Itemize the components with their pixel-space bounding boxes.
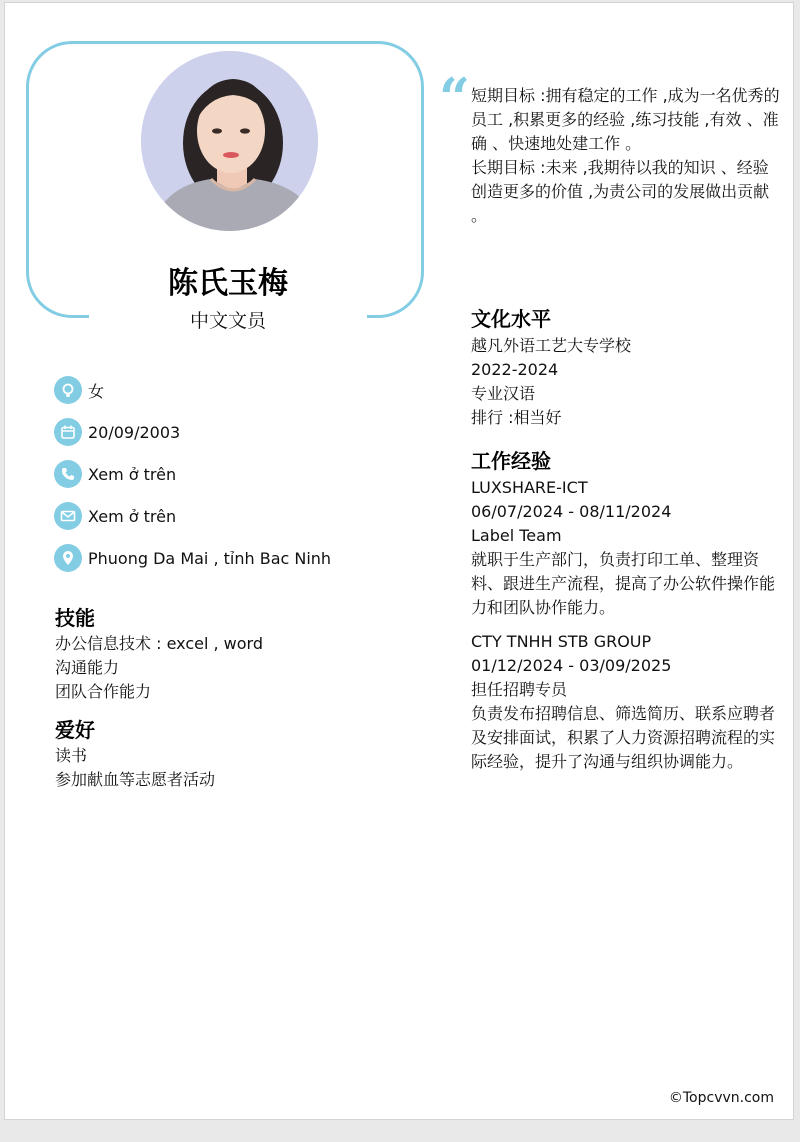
- contact-email: [54, 501, 176, 531]
- hobbies-heading: 爱好: [55, 718, 95, 742]
- skill-item: 沟通能力: [55, 658, 120, 677]
- candidate-role: 中文文员: [189, 310, 266, 332]
- contact-gender: [54, 375, 104, 405]
- job-period: 06/07/2024 - 08/11/2024: [471, 502, 672, 521]
- avatar: [141, 51, 318, 231]
- job-position: Label Team: [471, 526, 562, 545]
- location-icon: [54, 544, 82, 572]
- skills-heading: 技能: [55, 606, 95, 630]
- contact-birthday: [54, 417, 180, 447]
- job-position: 担任招聘专员: [471, 680, 568, 699]
- experience-heading: 工作经验: [471, 449, 551, 473]
- education-rank: 排行 :相当好: [471, 408, 562, 427]
- phone-icon: [54, 460, 82, 488]
- candidate-name: 陈氏玉梅: [168, 266, 288, 301]
- calendar-icon: [54, 418, 82, 446]
- mail-icon: [54, 502, 82, 530]
- contact-phone: [54, 459, 176, 489]
- education-heading: 文化水平: [471, 307, 551, 331]
- contact-birthday-text: 20/09/2003: [88, 422, 181, 442]
- job-company: CTY TNHH STB GROUP: [471, 632, 652, 651]
- long-term-objective: 长期目标 :未来 ,我期待以我的知识 、经验创造更多的价值 ,为责公司的发展做出贡献 。: [471, 158, 770, 225]
- education-major: 专业汉语: [471, 384, 536, 403]
- contact-gender-text: 女: [88, 381, 105, 401]
- contact-phone-text: Xem ở trên: [88, 464, 177, 484]
- contact-address-text: Phuong Da Mai , tỉnh Bac Ninh: [88, 548, 332, 568]
- education-school: 越凡外语工艺大专学校: [471, 336, 632, 355]
- hobby-item: 读书: [55, 746, 88, 765]
- footer-credit: ©Topcvvn.com: [668, 1090, 774, 1106]
- education-years: 2022-2024: [471, 360, 559, 379]
- hobby-item: 参加献血等志愿者活动: [55, 770, 216, 789]
- job-description: 负责发布招聘信息、筛选简历、联系应聘者及安排面试，积累了人力资源招聘流程的实际经验，提升了沟通与组织协调能力。: [471, 704, 776, 771]
- job-period: 01/12/2024 - 03/09/2025: [471, 656, 672, 675]
- contact-email-text: Xem ở trên: [88, 506, 177, 526]
- gender-icon: [54, 376, 82, 404]
- job-company: LUXSHARE-ICT: [471, 478, 588, 497]
- short-term-objective: 短期目标 :拥有稳定的工作 ,成为一名优秀的员工 ,积累更多的经验 ,练习技能 ,有效 、准确 、快速地处建工作 。: [471, 86, 780, 153]
- quote-icon: “: [439, 66, 471, 130]
- job-description: 就职于生产部门，负责打印工单、整理资料、跟进生产流程，提高了办公软件操作能力和团队协作能力。: [471, 550, 776, 617]
- skill-item: 团队合作能力: [55, 682, 152, 701]
- contact-address: [54, 543, 331, 573]
- skill-item: 办公信息技术 : excel , word: [55, 634, 263, 653]
